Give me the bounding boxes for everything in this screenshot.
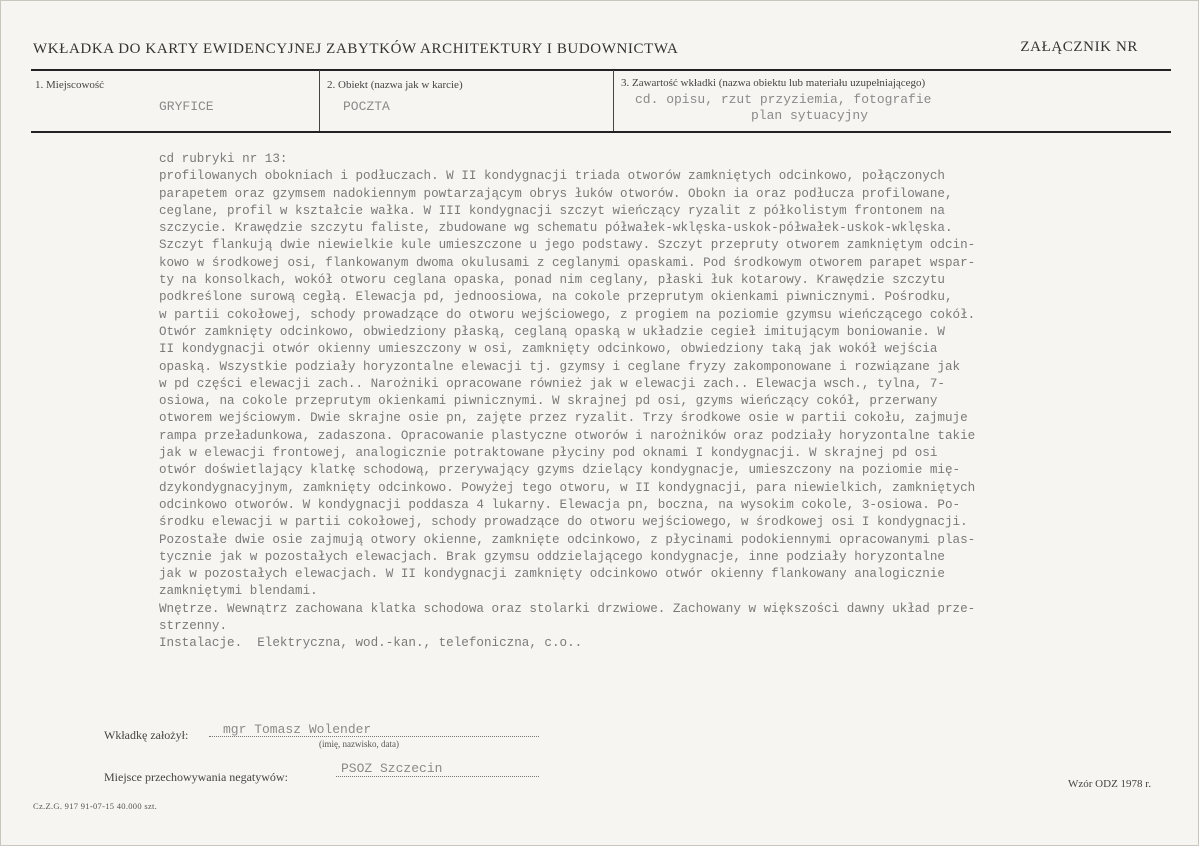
description-line: Szczyt flankują dwie niewielkie kule umieszczone u jego podstawy. Szczyt przepruty otworem zamkniętym odcin-: [159, 238, 976, 253]
description-line: strzenny.: [159, 619, 228, 634]
description-text: [159, 151, 1079, 653]
created-by-hint: (imię, nazwisko, data): [319, 739, 399, 749]
description-line: zamkniętymi blendami.: [159, 584, 318, 599]
description-line: rampa przeładunkowa, zadaszona. Opracowanie plastyczne otworów i narożników oraz podziały horyzontalne takie: [159, 428, 976, 443]
field-contents-label: 3. Zawartość wkładki (nazwa obiektu lub materiału uzupełniającego): [621, 77, 926, 89]
storage-label: Miejsce przechowywania negatywów:: [104, 770, 288, 784]
document-title: WKŁADKA DO KARTY EWIDENCYJNEJ ZABYTKÓW ARCHITEKTURY I BUDOWNICTWA: [33, 41, 679, 57]
description-line: Instalacje. Elektryczna, wod.-kan., telefoniczna, c.o..: [159, 636, 583, 651]
storage-value: PSOZ Szczecin: [341, 761, 443, 776]
table-bottom-rule: [31, 131, 1171, 133]
annex-label: ZAŁĄCZNIK NR: [1020, 39, 1138, 55]
created-by-label: Wkładkę założył:: [104, 728, 189, 742]
description-line: dzykondygnacyjnym, zamknięty odcinkowo. Powyżej tego otworu, w II kondygnacji, para niewielkich, zamkniętych: [159, 480, 976, 495]
description-line: jak w pozostałych elewacjach. W II kondygnacji zamknięty odcinkowo otwór okienny flankowany analogicznie: [159, 567, 945, 582]
description-line: II kondygnacji otwór okienny umieszczony w osi, zamknięty odcinkowo, obwiedziony taką jak wokół wejścia: [159, 342, 938, 357]
form-model: Wzór ODZ 1978 r.: [1068, 778, 1152, 790]
description-line: szczycie. Krawędzie szczytu faliste, zbudowane wg schematu półwałek-wklęska-uskok-półwałek-uskok-wklęska.: [159, 221, 953, 236]
description-line: otworem wejściowym. Dwie skrajne osie pn, zajęte przez ryzalit. Trzy środkowe osie w partii cokołu, zajmuje: [159, 411, 968, 426]
description-line: otwór doświetlający klatkę schodową, przerywający gzyms dzielący kondygnacje, umieszczony na poziomie mię-: [159, 463, 961, 478]
created-by-value: mgr Tomasz Wolender: [223, 722, 372, 737]
description-line: podkreślone surową cegłą. Elewacja pd, jednoosiowa, na cokole przeprutym okienkami piwnicznymi. Pośrodku,: [159, 290, 953, 305]
column-divider-1: [319, 70, 320, 131]
description-line: profilowanych obokniach i podłuczach. W II kondygnacji triada otworów zamkniętych odcinkowo, połączonych: [159, 169, 945, 184]
print-code: Cz.Z.G. 917 91-07-15 40.000 szt.: [33, 801, 158, 811]
description-line: odcinkowo otworów. W kondygnacji poddasza 4 lukarny. Elewacja pn, boczna, na wysokim cokole, 3-osiowa. Po-: [159, 497, 961, 512]
field-locality-value: GRYFICE: [159, 99, 214, 114]
description-line: Otwór zamknięty odcinkowo, obwiedziony płaską, ceglaną opaską w układzie cegieł imitującym boniowanie. W: [159, 324, 945, 339]
description-line: osiowa, na cokole przeprutym okienkami piwnicznymi. W skrajnej pd osi, gzyms wieńczący cokół, przerwany: [159, 394, 938, 409]
description-line: jak w elewacji frontowej, analogicznie potraktowane płyciny pod oknami I kondygnacji. W skrajnej pd osi: [159, 446, 938, 461]
created-by-line: [209, 736, 539, 737]
description-line: Pozostałe dwie osie zajmują otwory okienne, zamknięte odcinkowo, z płycinami podokiennymi opracowanymi plas-: [159, 532, 976, 547]
description-line: tycznie jak w pozostałych elewacjach. Brak gzymsu oddzielającego kondygnacje, inne podziały horyzontalne: [159, 549, 945, 564]
column-divider-2: [613, 70, 614, 131]
field-object-label: 2. Obiekt (nazwa jak w karcie): [327, 79, 463, 91]
description-line: Wnętrze. Wewnątrz zachowana klatka schodowa oraz stolarki drzwiowe. Zachowany w większości dawny układ prze-: [159, 601, 976, 616]
field-locality-label: 1. Miejscowość: [35, 79, 105, 91]
description-line: w pd części elewacji zach.. Narożniki opracowane również jak w elewacji zach.. Elewacja wsch., tylna, 7-: [159, 376, 945, 391]
description-line: ceglane, profil w kształcie wałka. W III kondygnacji szczyt wieńczący ryzalit z półkolistym frontonem na: [159, 203, 945, 218]
table-top-rule: [31, 69, 1171, 71]
description-line: kowo w środkowej osi, flankowanym dwoma okulusami z ceglanymi opaskami. Pod środkowym otworem parapet wspar-: [159, 255, 976, 270]
storage-line: [336, 776, 539, 777]
field-contents-value-line2: plan sytuacyjny: [751, 108, 869, 123]
description-line: parapetem oraz gzymsem nadokiennym powtarzającym obrys łuków otworów. Obokn ia oraz podłucza profilowane,: [159, 186, 953, 201]
description-line: w partii cokołowej, schody prowadzące do otworu wejściowego, z progiem na poziomie gzymsu wieńczącego cokół.: [159, 307, 976, 322]
description-line: ty na konsolkach, wokół otworu ceglana opaska, ponad nim ceglany, płaski łuk kotarowy. Krawędzie szczytu: [159, 273, 945, 288]
field-object-value: POCZTA: [343, 99, 390, 114]
field-contents-value-line1: cd. opisu, rzut przyziemia, fotografie: [635, 92, 932, 107]
description-line: środku elewacji w partii cokołowej, schody prowadzące do otworu wejściowego, w środkowej osi I kondygnacji.: [159, 515, 968, 530]
description-line: opaską. Wszystkie podziały horyzontalne elewacji tj. gzymsy i ceglane fryzy zakomponowane i rozwiązane jak: [159, 359, 961, 374]
description-line: cd rubryki nr 13:: [159, 152, 288, 166]
